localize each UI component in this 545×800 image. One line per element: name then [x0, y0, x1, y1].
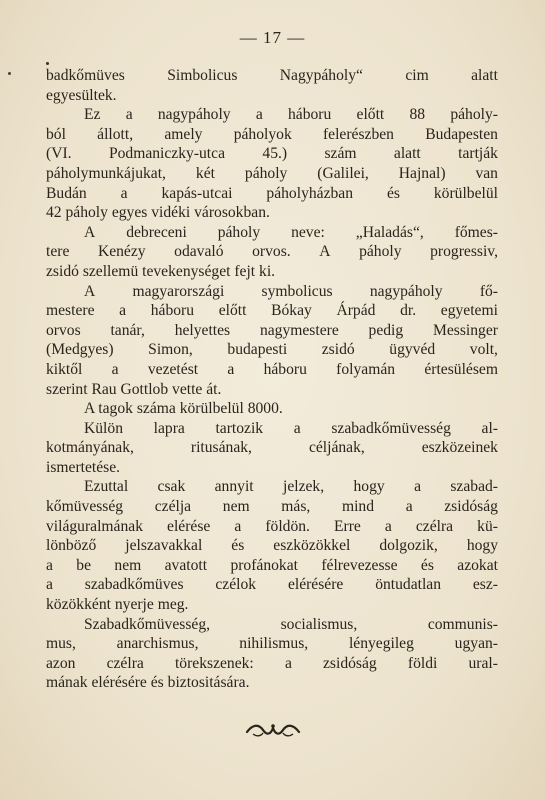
text-line: Ez a nagypáholy a háboru előtt 88 páholy- [84, 106, 498, 124]
text-line: badkőmüves Simbolicus Nagypáholy“ cim alatt [46, 67, 498, 84]
text-line: A debreceni páholy neve: „Haladás“, főmes- [84, 223, 498, 241]
text-line: ismertetése. [46, 458, 121, 476]
text-line: (VI. Podmaniczky-utca 45.) szám alatt tartják [46, 145, 498, 163]
text-line: egyesültek. [46, 86, 117, 104]
text-line: közökként nyerje meg. [46, 596, 189, 614]
text-line: kotmányának, ritusának, céljának, eszközeinek [46, 439, 498, 457]
text-line: mestere a háboru előtt Bókay Árpád dr. egyetemi [46, 302, 498, 320]
text-line: tere Kenézy odavaló orvos. A páholy progressiv, [46, 243, 498, 261]
text-line: mának elérésére és biztositására. [46, 674, 250, 692]
text-line: kőmüvesség czélja nem más, mind a zsidóság [46, 498, 498, 516]
text-line: Külön lapra tartozik a szabadkőmüvesség al- [84, 419, 498, 437]
text-line: lönböző jelszavakkal és eszközökkel dolgozik, hogy [46, 537, 498, 555]
text-line: A magyarországi symbolicus nagypáholy fő- [84, 282, 498, 300]
text-line: azon czélra törekszenek: a zsidóság földi ural- [46, 654, 498, 672]
text-line: páholymunkájukat, két páholy (Galilei, Hajnal) van [46, 164, 498, 182]
text-line: zsidó szellemü tevekenységet fejt ki. [46, 262, 276, 280]
text-line: kiktől a vezetést a háboru folyamán értesülésem [46, 360, 498, 378]
text-line: mus, anarchismus, nihilismus, lényegileg ugyan- [46, 635, 498, 653]
page-number: — 17 — [239, 28, 306, 47]
text-line: orvos tanár, helyettes nagymestere pedig Messinger [46, 321, 498, 339]
text-line: ból állott, amely páholyok felerészben Budapesten [46, 125, 498, 143]
text-line: (Medgyes) Simon, budapesti zsidó ügyvéd volt, [46, 341, 498, 359]
text-line: világuralmának elérése a földön. Erre a czélra kü- [46, 517, 498, 535]
text-line: a be nem avatott profánokat félrevezesse és azokat [46, 556, 498, 574]
text-line: Ezuttal csak annyit jelzek, hogy a szabad- [84, 478, 498, 496]
margin-mark [8, 72, 11, 75]
text-line: a szabadkőmüves czélok elérésére öntudatlan esz- [46, 576, 498, 594]
text-line: A tagok száma körülbelül 8000. [84, 400, 283, 418]
text-line: szerint Rau Gottlob vette át. [46, 380, 222, 398]
text-line: Szabadkőmüvesség, socialismus, communis- [84, 615, 498, 633]
printer-ornament-icon [0, 722, 545, 742]
body-text [46, 66, 498, 693]
text-line: Budán a kapás-utcai páholyházban és körülbelül [46, 184, 498, 202]
ink-speck [46, 62, 49, 65]
text-line: 42 páholy egyes vidéki városokban. [46, 204, 270, 222]
